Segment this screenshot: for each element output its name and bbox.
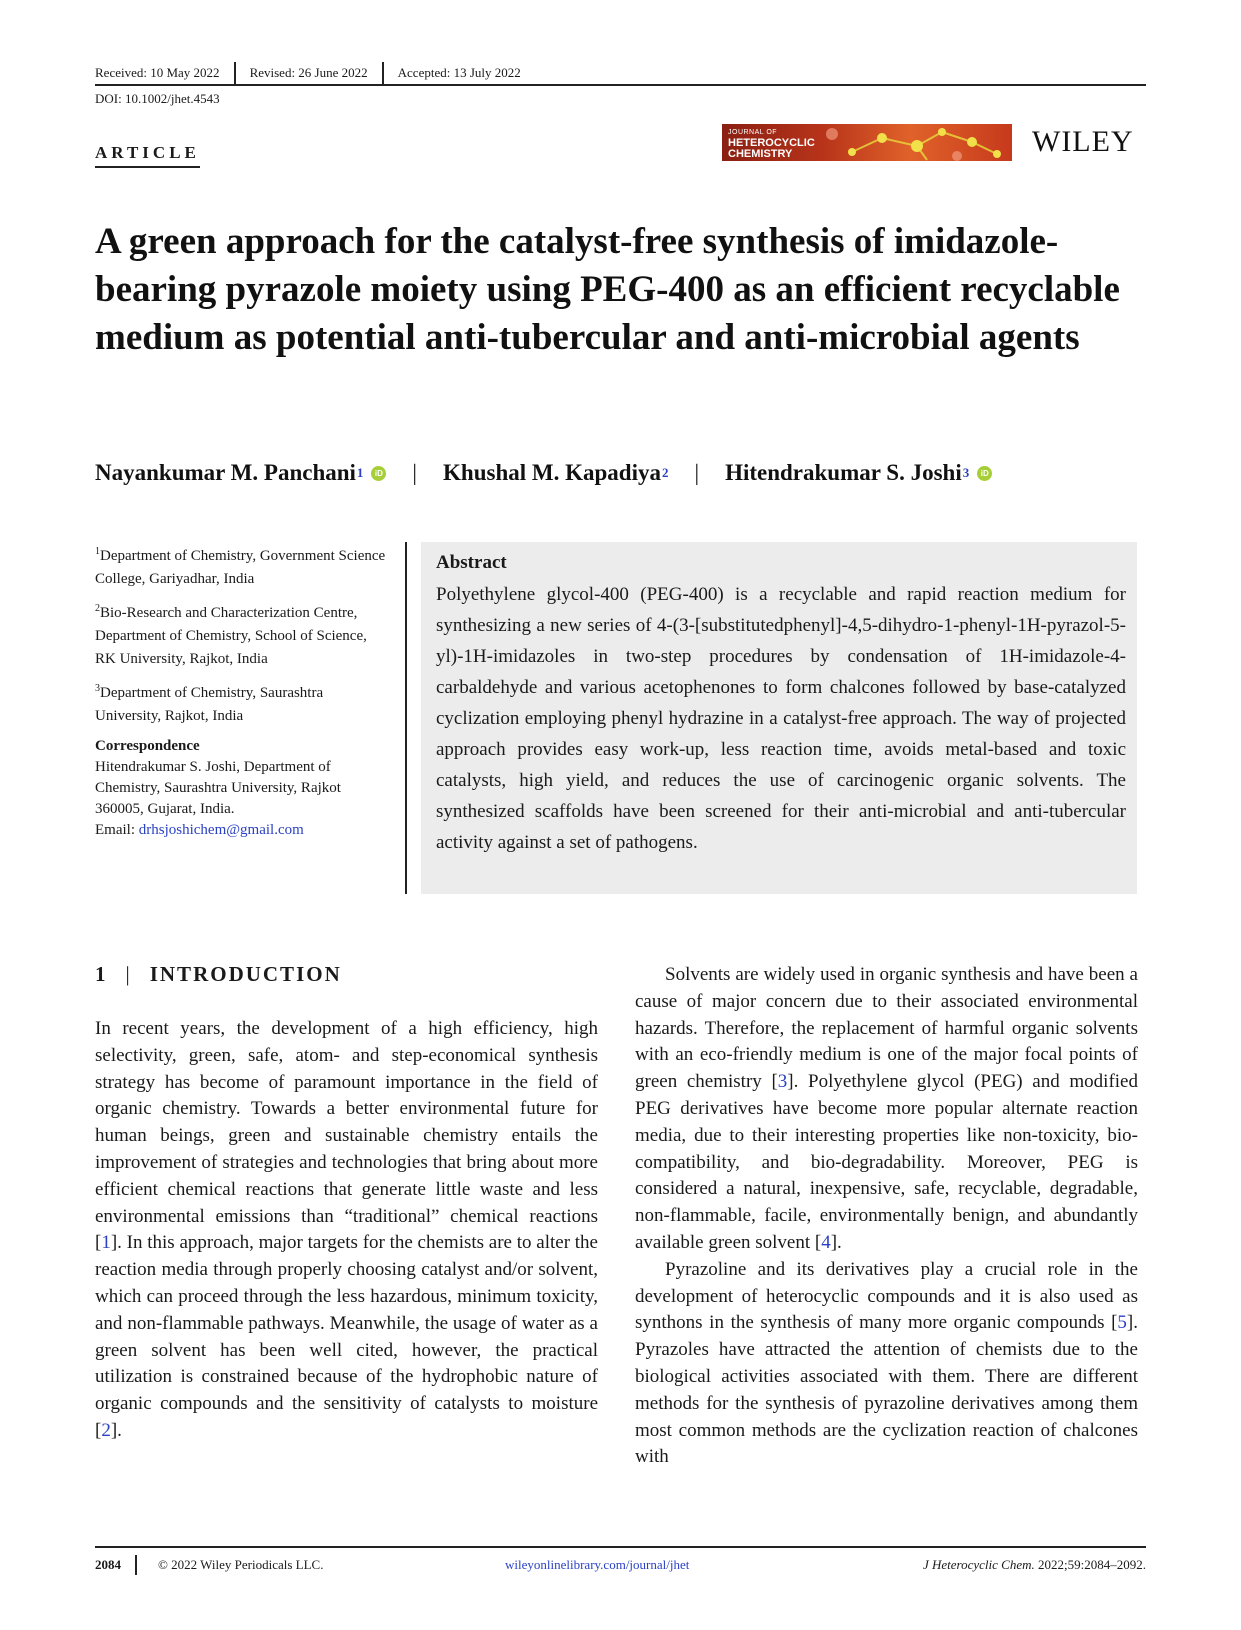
publication-dates xyxy=(95,62,535,84)
citation-link[interactable]: 3 xyxy=(777,1071,788,1093)
body-column-right xyxy=(635,962,1138,1471)
correspondence xyxy=(95,736,390,841)
received-date: Received: 10 May 2022 xyxy=(95,65,220,80)
journal-logo[interactable] xyxy=(722,124,1012,161)
author-affil-marker[interactable]: 2 xyxy=(661,465,669,480)
affiliation: $^2$Bio-Research and Characterization Centre, Department of Chemistry, School of Science, RK University, Rajkot, India xyxy=(95,603,367,667)
article-type-label: ARTICLE xyxy=(95,143,200,168)
journal-citation xyxy=(892,1555,1146,1575)
orcid-icon[interactable]: iD xyxy=(371,466,386,481)
page-number: 2084 xyxy=(95,1555,137,1575)
journal-logo-line2: HETEROCYCLIC xyxy=(728,137,815,149)
revised-date: Revised: 26 June 2022 xyxy=(234,62,382,84)
author-name[interactable]: Nayankumar M. Panchani xyxy=(95,460,356,485)
author-affil-marker[interactable]: 1 xyxy=(356,465,364,480)
paragraph: Solvents are widely used in organic synthesis and have been a cause of major concern due to their associated environmental hazards. Therefore, the replacement of harmful organic solvents with an eco-friendly medium is one of the major focal points of green chemistry [3]. Polyethylene glycol (PEG) and modified PEG derivatives have become more popular alternate reaction media, due to their interesting properties like non-toxicity, bio-compatibility, and bio-degradability. Moreover, PEG is considered a natural, inexpensive, safe, recyclable, degradable, non-flammable, facile, environmentally benign, and abundantly available green solvent [4]. xyxy=(635,964,1138,1253)
citation-details: 2022;59:2084–2092. xyxy=(1034,1557,1146,1572)
abstract-rule xyxy=(405,542,407,894)
publisher-logo[interactable]: WILEY xyxy=(1032,125,1134,158)
correspondence-address: Hitendrakumar S. Joshi, Department of Chemistry, Saurashtra University, Rajkot 360005, Gujarat, India. xyxy=(95,759,341,817)
section-number: 1 xyxy=(95,962,108,986)
affiliations xyxy=(95,540,390,734)
abstract-box xyxy=(421,542,1137,894)
journal-logo-line1: JOURNAL OF xyxy=(728,129,778,136)
citation-link[interactable]: 1 xyxy=(101,1232,111,1254)
footer-divider xyxy=(95,1546,1146,1548)
author-name[interactable]: Khushal M. Kapadiya xyxy=(443,460,661,485)
abstract-heading: Abstract xyxy=(436,552,507,573)
journal-abbrev: J Heterocyclic Chem. xyxy=(922,1557,1035,1572)
header-divider xyxy=(95,84,1146,86)
doi: DOI: 10.1002/jhet.4543 xyxy=(95,91,220,106)
author-separator: | xyxy=(694,460,700,485)
journal-url-link[interactable]: wileyonlinelibrary.com/journal/jhet xyxy=(505,1557,690,1572)
correspondence-email-line: Email: drhsjoshichem@gmail.com xyxy=(95,822,304,838)
affiliation: $^1$Department of Chemistry, Government Science College, Gariyadhar, India xyxy=(95,546,386,587)
citation-link[interactable]: 5 xyxy=(1117,1312,1127,1334)
paper-title: A green approach for the catalyst-free synthesis of imidazole-bearing pyrazole moiety using PEG-400 as an efficient recyclable medium as potential anti-tubercular and anti-microbial agents xyxy=(95,221,1120,358)
accepted-date: Accepted: 13 July 2022 xyxy=(382,62,535,84)
author-separator: | xyxy=(412,460,418,485)
section-separator: | xyxy=(125,962,132,986)
affiliation: $^3$Department of Chemistry, Saurashtra University, Rajkot, India xyxy=(95,683,324,724)
abstract-text: Polyethylene glycol-400 (PEG-400) is a recyclable and rapid reaction medium for synthesizing a new series of 4-(3-[substitutedphenyl]-4,5-dihydro-1-phenyl-1H-pyrazol-5-yl)-1H-imidazoles in two-step procedures by condensation of 1H-imidazole-4-carbaldehyde and various acetophenones to form chalcones followed by base-catalyzed cyclization employing phenyl hydrazine in a catalyst-free approach. The way of projected approach provides easy work-up, less reaction time, avoids metal-based and toxic catalysts, high yield, and reduces the use of carcinogenic organic solvents. The synthesized scaffolds have been screened for their anti-microbial and anti-tubercular activity against a set of pathogens. xyxy=(436,584,1126,853)
body-column-left xyxy=(95,1016,598,1445)
section-heading xyxy=(95,962,342,987)
copyright: © 2022 Wiley Periodicals LLC. xyxy=(158,1557,324,1572)
author-name[interactable]: Hitendrakumar S. Joshi xyxy=(725,460,962,485)
email-link[interactable]: drhsjoshichem@gmail.com xyxy=(138,822,304,838)
citation-link[interactable]: 2 xyxy=(101,1419,111,1441)
citation-link[interactable]: 4 xyxy=(821,1231,831,1253)
correspondence-heading: Correspondence xyxy=(95,738,200,754)
paragraph: Pyrazoline and its derivatives play a crucial role in the development of heterocyclic compounds and it is also used as synthons in the synthesis of many more organic compounds [5]. Pyrazoles have attracted the attention of chemists due to the biological activities associated with them. There are different methods for the synthesis of pyrazoline derivatives among them most common methods are the cyclization reaction of chalcones with xyxy=(635,1258,1138,1468)
author-list xyxy=(95,460,992,486)
author-affil-marker[interactable]: 3 xyxy=(962,465,970,480)
journal-logo-line3: CHEMISTRY xyxy=(728,148,793,160)
orcid-icon[interactable]: iD xyxy=(977,466,992,481)
section-title: INTRODUCTION xyxy=(149,962,342,986)
journal-logo-text xyxy=(728,127,815,160)
paragraph: In recent years, the development of a high efficiency, high selectivity, green, safe, atom- and step-economical synthesis strategy has become of paramount importance in the field of organic chemistry. Towards a better environmental future for human beings, green and sustainable chemistry entails the improvement of strategies and technologies that bring about more efficient chemical reactions that generate little waste and less environmental emissions than “traditional” chemical reactions [1]. In this approach, major targets for the chemists are to alter the reaction media through properly choosing catalyst and/or solvent, which can proceed through the less hazardous, minimum toxicity, and non-flammable pathways. Meanwhile, the usage of water as a green solvent has been well cited, however, the practical utilization is constrained because of the hydrophobic nature of organic compounds and the sensitivity of catalysts to moisture [2]. xyxy=(95,1018,598,1441)
